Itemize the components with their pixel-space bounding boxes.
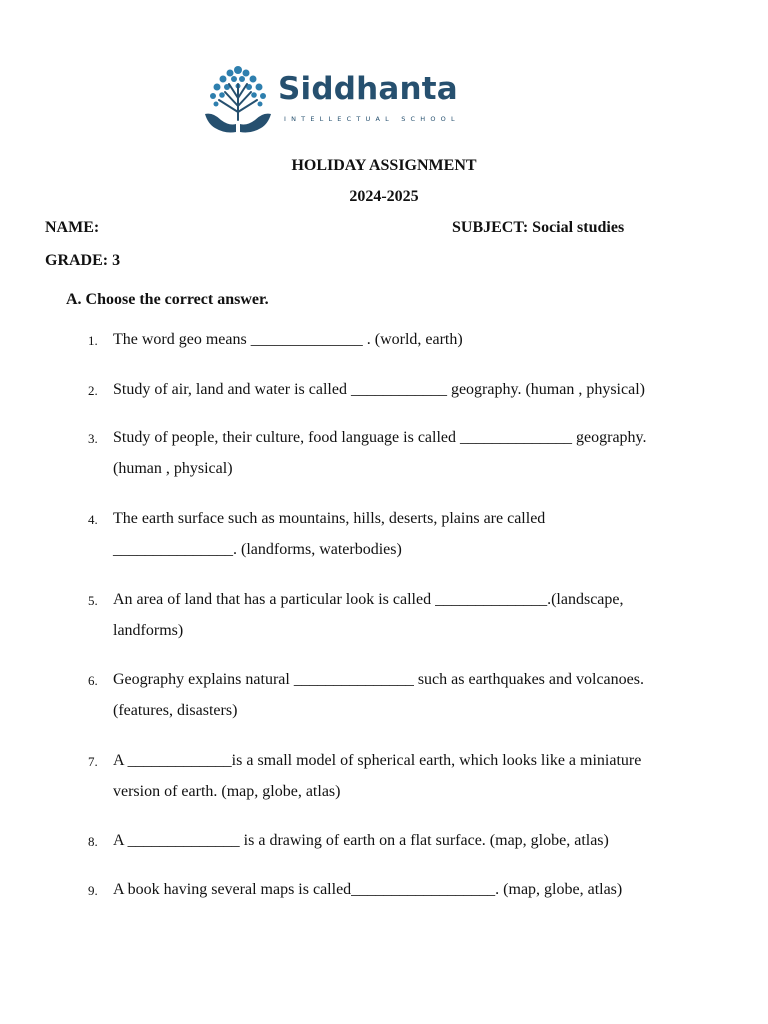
question-number: 5. — [88, 593, 98, 608]
question-text: An area of land that has a particular look is called ______________.(landscape, landforms) — [113, 591, 624, 639]
question-number: 7. — [88, 754, 98, 769]
logo-name: Siddhanta — [278, 71, 458, 107]
question-number: 9. — [88, 883, 98, 898]
question-number: 2. — [88, 383, 98, 398]
question-number: 3. — [88, 431, 98, 446]
grade-field-label: GRADE: 3 — [45, 252, 121, 269]
question-text: A ______________ is a drawing of earth on a flat surface. (map, globe, atlas) — [113, 832, 609, 849]
question-number: 6. — [88, 673, 98, 688]
question-text: The earth surface such as mountains, hills, deserts, plains are called _______________. (landforms, waterbodies) — [113, 510, 546, 558]
question-text: Study of air, land and water is called ____________ geography. (human , physical) — [113, 381, 645, 398]
question-text: Geography explains natural _______________ such as earthquakes and volcanoes. (features, disasters) — [113, 671, 644, 719]
question-text: Study of people, their culture, food language is called ______________ geography. (human , physical) — [113, 429, 647, 477]
section-title: A. Choose the correct answer. — [66, 291, 269, 308]
page-title: HOLIDAY ASSIGNMENT — [291, 157, 477, 174]
academic-year: 2024-2025 — [349, 188, 419, 205]
question-text: A book having several maps is called__________________. (map, globe, atlas) — [113, 881, 623, 898]
question-text: A _____________is a small model of spherical earth, which looks like a miniature version of earth. (map, globe, atlas) — [113, 752, 642, 800]
name-field-label: NAME: — [45, 219, 100, 236]
tree-hands-icon — [203, 62, 273, 138]
question-number: 1. — [88, 333, 98, 348]
question-text: The word geo means ______________ . (world, earth) — [113, 331, 463, 348]
question-number: 8. — [88, 834, 98, 849]
school-logo — [203, 62, 465, 138]
logo-tagline: INTELLECTUAL SCHOOL — [284, 115, 460, 123]
question-number: 4. — [88, 512, 98, 527]
subject-field-label: SUBJECT: Social studies — [452, 219, 625, 236]
